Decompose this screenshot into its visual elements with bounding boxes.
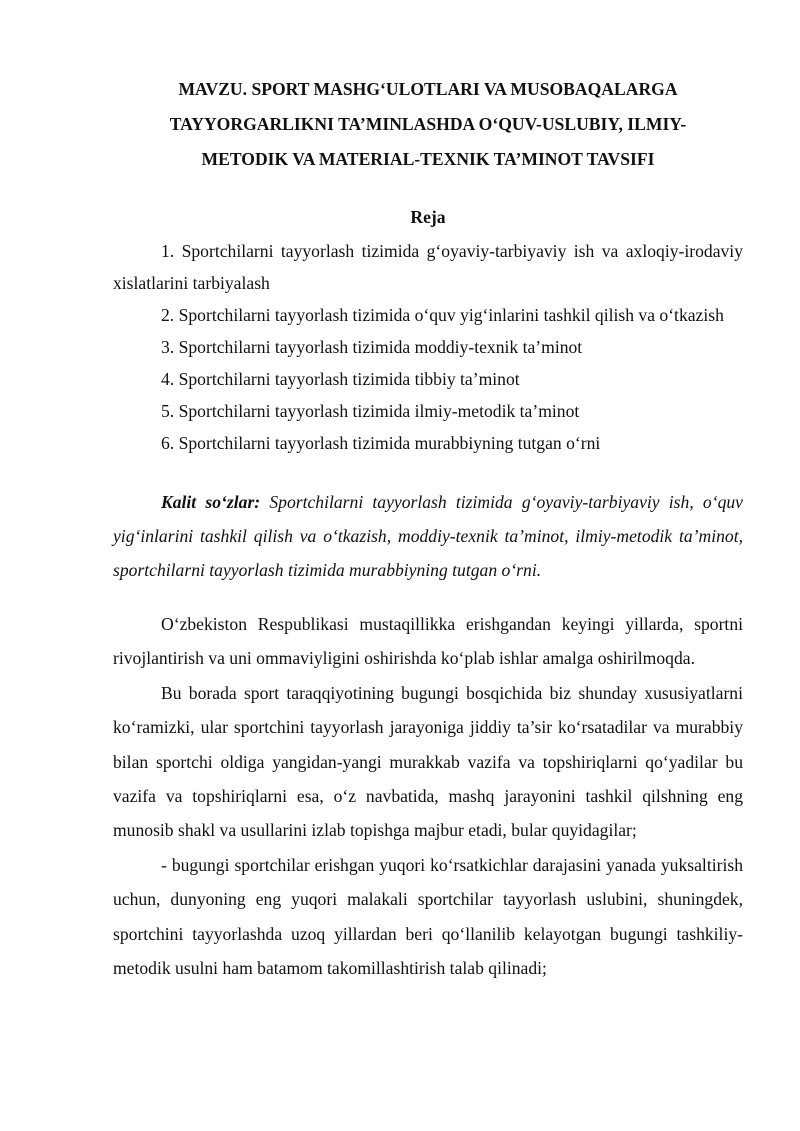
body-paragraph-2: Bu borada sport taraqqiyotining bugungi bosqichida biz shunday xususiyatlarni ko‘ramizki, ular sportchini tayyorlash jarayoniga jiddiy ta’sir ko‘rsatadilar va murabbiy bilan sportchi oldiga yangidan-yangi murakkab vazifa va topshiriqlarni qo‘yadilar bu vazifa va topshiriqlarni esa, o‘z navbatida, mashq jarayonini tashkil qilshning eng munosib shakl va usullarini izlab topishga majbur etadi, bular quyidagilar; [113,682,743,841]
plan-item-5: 5. Sportchilarni tayyorlash tizimida ilmiy-metodik ta’minot [161,401,580,421]
title-line-1: MAVZU. SPORT MASHG‘ULOTLARI VA MUSOBAQALARGA [178,79,678,99]
plan-item-1: 1. Sportchilarni tayyorlash tizimida g‘oyaviy-tarbiyaviy ish va axloqiy-irodaviy xislatlarini tarbiyalash [113,241,743,293]
plan-item-3: 3. Sportchilarni tayyorlash tizimida moddiy-texnik ta’minot [161,337,583,357]
body-paragraph-3: - bugungi sportchilar erishgan yuqori ko‘rsatkichlar darajasini yanada yuksaltirish uchun, dunyoning eng yuqori malakali sportchilar tayyorlash uslubini, shuningdek, sportchini tayyorlashda uzoq yillardan beri qo‘llanilib kelayotgan bugungi tashkiliy-metodik usulni ham batamom takomillashtirish talab qilinadi; [113,854,743,979]
document-title [113,72,743,177]
plan-item-2: 2. Sportchilarni tayyorlash tizimida o‘quv yig‘inlarini tashkil qilish va o‘tkazish [161,305,724,325]
keywords-label: Kalit so‘zlar: [161,492,261,512]
keywords-text: Sportchilarni tayyorlash tizimida g‘oyaviy-tarbiyaviy ish, o‘quv yig‘inlarini tashkil qilish va o‘tkazish, moddiy-texnik ta’minot, ilmiy-metodik ta’minot, sportchilarni tayyorlash tizimida murabbiyning tutgan o‘rni. [113,492,743,580]
document-page [113,72,743,985]
plan-item-4: 4. Sportchilarni tayyorlash tizimida tibbiy ta’minot [161,369,520,389]
title-line-2: TAYYORGARLIKNI TA’MINLASHDA O‘QUV-USLUBIY, ILMIY- [169,114,687,134]
plan-list [113,235,743,459]
plan-heading: Reja [410,207,446,227]
keywords-paragraph [113,485,743,587]
body-paragraph-1: O‘zbekiston Respublikasi mustaqillikka erishgandan keyingi yillarda, sportni rivojlantirish va uni ommaviyligini oshirishda ko‘plab ishlar amalga oshirilmoqda. [113,614,743,669]
plan-item-6: 6. Sportchilarni tayyorlash tizimida murabbiyning tutgan o‘rni [161,433,601,453]
title-line-3: METODIK VA MATERIAL-TEXNIK TA’MINOT TAVSIFI [201,149,655,169]
